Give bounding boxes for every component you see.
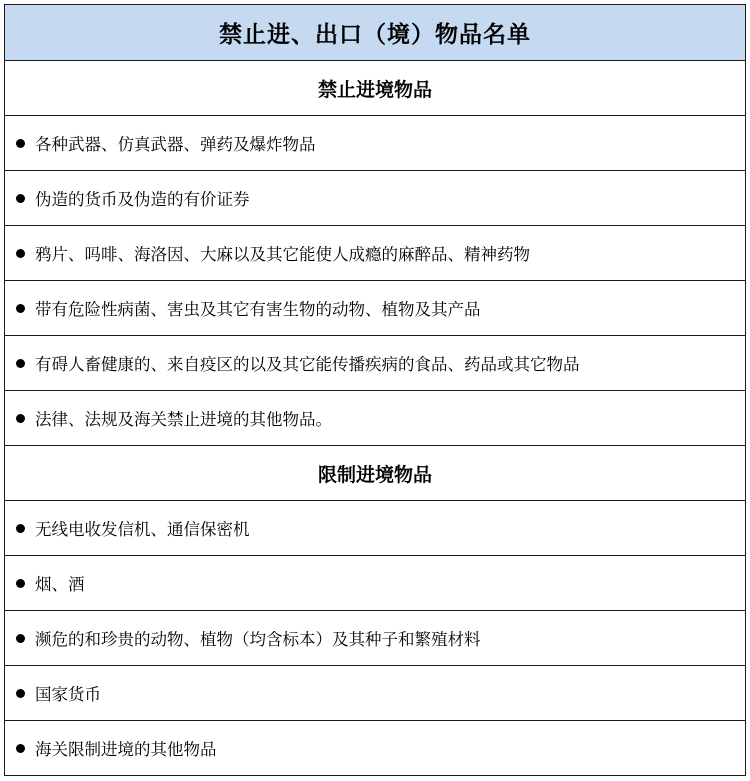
table-row [5, 666, 746, 721]
list-item-text: 无线电收发信机、通信保密机 [35, 520, 250, 539]
list-item [5, 736, 745, 760]
list-item-text: 国家货币 [35, 685, 101, 704]
bullet-icon [16, 249, 25, 258]
list-item [5, 516, 745, 540]
list-item-text: 濒危的和珍贵的动物、植物（均含标本）及其种子和繁殖材料 [35, 630, 481, 649]
table-row [5, 391, 746, 446]
table-row [5, 501, 746, 556]
bullet-icon [16, 689, 25, 698]
table-title: 禁止进、出口（境）物品名单 [5, 5, 746, 61]
table-row [5, 336, 746, 391]
list-item-text: 法律、法规及海关禁止进境的其他物品。 [35, 410, 332, 429]
list-item [5, 351, 745, 375]
bullet-icon [16, 524, 25, 533]
list-item-text: 有碍人畜健康的、来自疫区的以及其它能传播疾病的食品、药品或其它物品 [35, 355, 580, 374]
table-row [5, 171, 746, 226]
table-row [5, 281, 746, 336]
list-item-text: 海关限制进境的其他物品 [35, 740, 217, 759]
list-item [5, 406, 745, 430]
list-item-text: 鸦片、吗啡、海洛因、大麻以及其它能使人成瘾的麻醉品、精神药物 [35, 245, 530, 264]
section-header-row [5, 61, 746, 116]
bullet-icon [16, 634, 25, 643]
bullet-icon [16, 359, 25, 368]
bullet-icon [16, 194, 25, 203]
table-row [5, 611, 746, 666]
table-row [5, 721, 746, 776]
list-item [5, 131, 745, 155]
prohibited-items-table [4, 4, 746, 776]
list-item [5, 241, 745, 265]
list-item [5, 681, 745, 705]
section-heading-prohibited-import: 禁止进境物品 [5, 61, 746, 116]
bullet-icon [16, 579, 25, 588]
table-row [5, 556, 746, 611]
list-item-text: 伪造的货币及伪造的有价证券 [35, 190, 250, 209]
table-row [5, 226, 746, 281]
list-item [5, 296, 745, 320]
list-item [5, 186, 745, 210]
bullet-icon [16, 414, 25, 423]
section-heading-restricted-import: 限制进境物品 [5, 446, 746, 501]
title-row [5, 5, 746, 61]
list-item [5, 571, 745, 595]
list-item-text: 带有危险性病菌、害虫及其它有害生物的动物、植物及其产品 [35, 300, 481, 319]
table-row [5, 116, 746, 171]
list-item [5, 626, 745, 650]
list-item-text: 各种武器、仿真武器、弹药及爆炸物品 [35, 135, 316, 154]
list-item-text: 烟、酒 [35, 575, 85, 594]
section-header-row [5, 446, 746, 501]
bullet-icon [16, 744, 25, 753]
bullet-icon [16, 304, 25, 313]
bullet-icon [16, 139, 25, 148]
